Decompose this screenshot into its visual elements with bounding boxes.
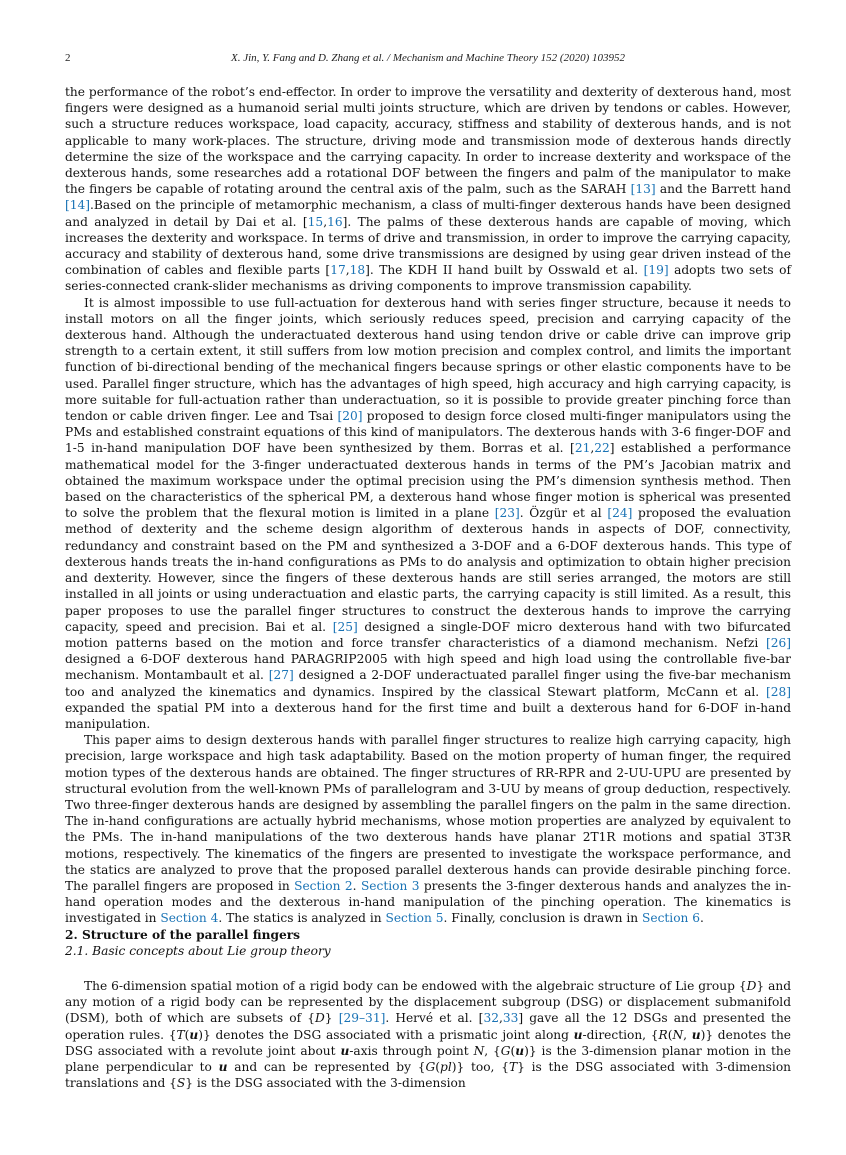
text-run: -axis through point [349,1043,474,1058]
text-run: ( [435,1059,441,1074]
text-run: . Finally, conclusion is drawn in [443,911,643,926]
citation-link[interactable]: [25] [332,619,358,634]
math-symbol: T [176,1027,185,1042]
paragraph-3 [65,732,791,926]
section-link[interactable]: Section 6 [642,911,701,926]
text-run: . The statics is analyzed in [218,911,386,926]
math-vector: u [189,1027,199,1042]
text-run: adopts two sets of series-connected crank-slider mechanisms as driving components to improve transmission capability. [65,263,791,294]
citation-link[interactable]: 15 [307,214,324,229]
article-body [65,84,791,1091]
text-run: and the Barrett hand [655,182,791,197]
text-run: ]. The palms of these dexterous hands are capable of moving, which increases the dexterity and workspace. In terms of drive and transmission, in order to improve the carrying capacity, accuracy and stability of dexterous hand, some drive transmissions are designed by using gear driven instead of the combination of cables and flexible parts [ [65,214,791,278]
text-run: This paper aims to design dexterous hands with parallel finger structures to realize high carrying capacity, high precision, large workspace and high task adaptability. Based on the motion property of human finger, the required motion types of the dexterous hands are obtained. The finger structures of RR-RPR and 2-UU-UPU are presented by structural evolution from the well-known PMs of parallelogram and 3-UU by means of group deduction, respectively. Two three-finger dexterous hands are designed by assembling the parallel fingers on the palm in the same direction. The in-hand configurations are actually hybrid mechanisms, whose motion properties are analyzed by equivalent to the PMs. The in-hand manipulations of the two dexterous hands have planar 2T1R motions and spatial 3T3R motions, respectively. The kinematics of the fingers are presented to investigate the workspace performance, and the statics are analyzed to prove that the proposed parallel dexterous hands can provide desirable pinching force. The parallel fingers are proposed in [65,733,791,893]
section-title: 2. Structure of the parallel fingers [65,927,301,942]
text-run: It is almost impossible to use full-actuation for dexterous hand with series finger structure, because it needs to install motors on all the finger joints, which seriously reduces speed, precision and carrying capacity of the dexterous hand. Although the underactuated dexterous hand using tendon drive or cable drive can improve grip strength to a certain extent, it still suffers from low motion precision and complex control, and limits the important function of bi-directional bending of the mechanical fingers because springs or other elastic components have to be used. Parallel finger structure, which has the advantages of high speed, high accuracy and high carrying capacity, is more suitable for full-actuation rather than underactuation, so it is possible to provide greater pinching force than tendon or cable driven finger. Lee and Tsai [65,295,791,424]
text-run: , [498,1011,503,1026]
subsection-title: 2.1. Basic concepts about Lie group theory [65,943,331,958]
citation-link[interactable]: 16 [327,214,343,229]
text-run: )} denotes the DSG associated with a revolute joint about [65,1027,792,1058]
text-run: ( [184,1027,190,1042]
citation-link[interactable]: 32 [483,1011,499,1026]
text-run: ( [510,1043,516,1058]
text-run: designed a single-DOF micro dexterous hand with two bifurcated motion patterns based on the motion and force transfer characteristics of a diamond mechanism. Nefzi [65,619,791,650]
math-vector: u [218,1059,228,1074]
citation-link[interactable]: 33 [502,1011,519,1026]
text-run: , { [484,1043,501,1058]
citation-link[interactable]: 21 [574,441,591,456]
paragraph-4 [65,978,791,1091]
text-run: ] gave all the 12 DSGs and presented the operation rules. { [65,1011,792,1042]
text-run: . [700,911,704,926]
math-vector: u [691,1027,701,1042]
math-symbol: pl [440,1059,452,1074]
citation-link[interactable]: [27] [268,668,294,683]
citation-link[interactable]: [13] [630,182,656,197]
text-run: designed a 6-DOF dexterous hand PARAGRIP2005 with high speed and high load using the controllable five-bar mechanism. Montambault et al. [65,652,791,683]
citation-link[interactable]: [24] [607,506,633,521]
citation-link[interactable]: [29–31] [338,1011,386,1026]
math-symbol: S [176,1076,186,1091]
text-run: ( [667,1027,673,1042]
text-run: } and any motion of a rigid body can be represented by the displacement subgroup (DSG) or displacement submanifold (DSM), both of which are subsets of { [65,978,792,1026]
math-symbol: R [658,1027,668,1042]
math-symbol: T [508,1059,518,1074]
text-run: -direction, { [582,1027,659,1042]
citation-link[interactable]: [20] [337,409,363,424]
text-run: } [324,1011,339,1026]
text-run: . Özgür et al [519,506,608,521]
citation-link[interactable]: [19] [643,263,669,278]
math-symbol: N [672,1027,684,1042]
text-run: expanded the spatial PM into a dexterous hand for the first time and built a dexterous hand for 6-DOF in-hand manipulation. [65,700,791,731]
section-link[interactable]: Section 3 [360,878,420,893]
text-run: The 6-dimension spatial motion of a rigid body can be endowed with the algebraic structure of Lie group { [84,978,747,993]
math-vector: u [515,1043,525,1058]
text-run: proposed to design force closed multi-finger manipulators using the PMs and established constraint equations of this kind of manipulators. The dexterous hands with 3-6 finger-DOF and 1-5 in-hand manipulation DOF have been synthesized by them. Borras et al. [ [65,409,792,456]
text-run: .Based on the principle of metamorphic mechanism, a class of multi-finger dexterous hands have been designed and analyzed in detail by Dai et al. [ [65,198,791,229]
section-link[interactable]: Section 4 [160,911,219,926]
citation-link[interactable]: [28] [765,684,791,699]
text-run: . Hervé et al. [ [385,1011,484,1026]
paragraph-2 [65,295,791,732]
math-symbol: D [315,1011,325,1026]
page-header [65,52,791,68]
math-symbol: G [500,1043,511,1058]
math-symbol: D [746,978,757,993]
text-run: , [345,263,350,278]
text-run: ]. The KDH II hand built by Osswald et al. [365,263,644,278]
text-run: the performance of the robot’s end-effector. In order to improve the versatility and dexterity of dexterous hand, most fingers were designed as a humanoid serial multi joints structure, which are driven by tendons or cables. However, such a structure reduces workspace, load capacity, accuracy, stiffness and stability of dexterous hands, and is not applicable to many work-places. The structure, driving mode and transmission mode of dexterous hands directly determine the size of the workspace and the carrying capacity. In order to increase dexterity and workspace of the dexterous hands, some researches add a rotational DOF between the fingers and palm of the manipulator to make the fingers be capable of rotating around the central axis of the palm, such as the SARAH [65,85,791,197]
text-run: proposed the evaluation method of dexterity and the scheme design algorithm of dexterous hands in aspects of DOF, connectivity, redundancy and constraint based on the PM and synthesized a 3-DOF and a 6-DOF dexterous hands. This type of dexterous hands treats the in-hand configurations as PMs to do analysis and optimization to obtain higher precision and dexterity. However, since the fingers of these dexterous hands are still series arranged, the motors are still installed in all joints or using underactuation and elastic parts, the carrying capacity is still limited. As a result, this paper proposes to use the parallel finger structures to construct the dexterous hands to improve the carrying capacity, speed and precision. Bai et al. [65,506,791,634]
math-vector: u [340,1043,350,1058]
citation-link[interactable]: [26] [765,635,791,650]
text-run: , [323,214,328,229]
text-run: designed a 2-DOF underactuated parallel finger using the five-bar mechanism too and analyzed the kinematics and dynamics. Inspired by the classical Stewart platform, McCann et al. [65,668,791,699]
running-head: X. Jin, Y. Fang and D. Zhang et al. / Mechanism and Machine Theory 152 (2020) 103952 [230,52,626,64]
page-number: 2 [65,52,71,64]
citation-link[interactable]: 17 [330,263,346,278]
text-run: , [590,441,595,456]
paragraph-1 [65,84,791,295]
text-run: )} denotes the DSG associated with a prismatic joint along [198,1027,574,1042]
text-run: } is the DSG associated with 3-dimension translations and { [65,1059,792,1091]
text-run: )} too, { [451,1059,509,1074]
text-run: ] established a performance mathematical model for the 3-finger underactuated dexterous hands in terms of the PM’s Jacobian matrix and obtained the maximum workspace under the optimal precision using the PM’s dimension synthesis method. Then based on the characteristics of the spherical PM, a dexterous hand whose finger motion is spherical was presented to solve the problem that the flexural motion is limited in a plane [65,441,792,521]
math-vector: u [573,1027,583,1042]
citation-link[interactable]: [23] [494,506,520,521]
math-symbol: G [425,1059,436,1074]
text-run: )} is the 3-dimension planar motion in the plane perpendicular to [65,1043,791,1074]
math-symbol: N [473,1043,485,1058]
citation-link[interactable]: 22 [594,441,610,456]
citation-link[interactable]: 18 [349,263,366,278]
text-run: . [352,878,361,893]
section-link[interactable]: Section 2 [294,878,353,893]
citation-link[interactable]: [14] [65,198,91,213]
text-run: } is the DSG associated with the 3-dimension [185,1076,466,1091]
text-run: , [683,1027,692,1042]
text-run: presents the 3-finger dexterous hands and analyzes the in-hand operation modes and the dexterous in-hand manipulation of the pinching operation. The kinematics is investigated in [65,878,792,926]
section-link[interactable]: Section 5 [385,911,444,926]
text-run: and can be represented by { [227,1059,426,1074]
